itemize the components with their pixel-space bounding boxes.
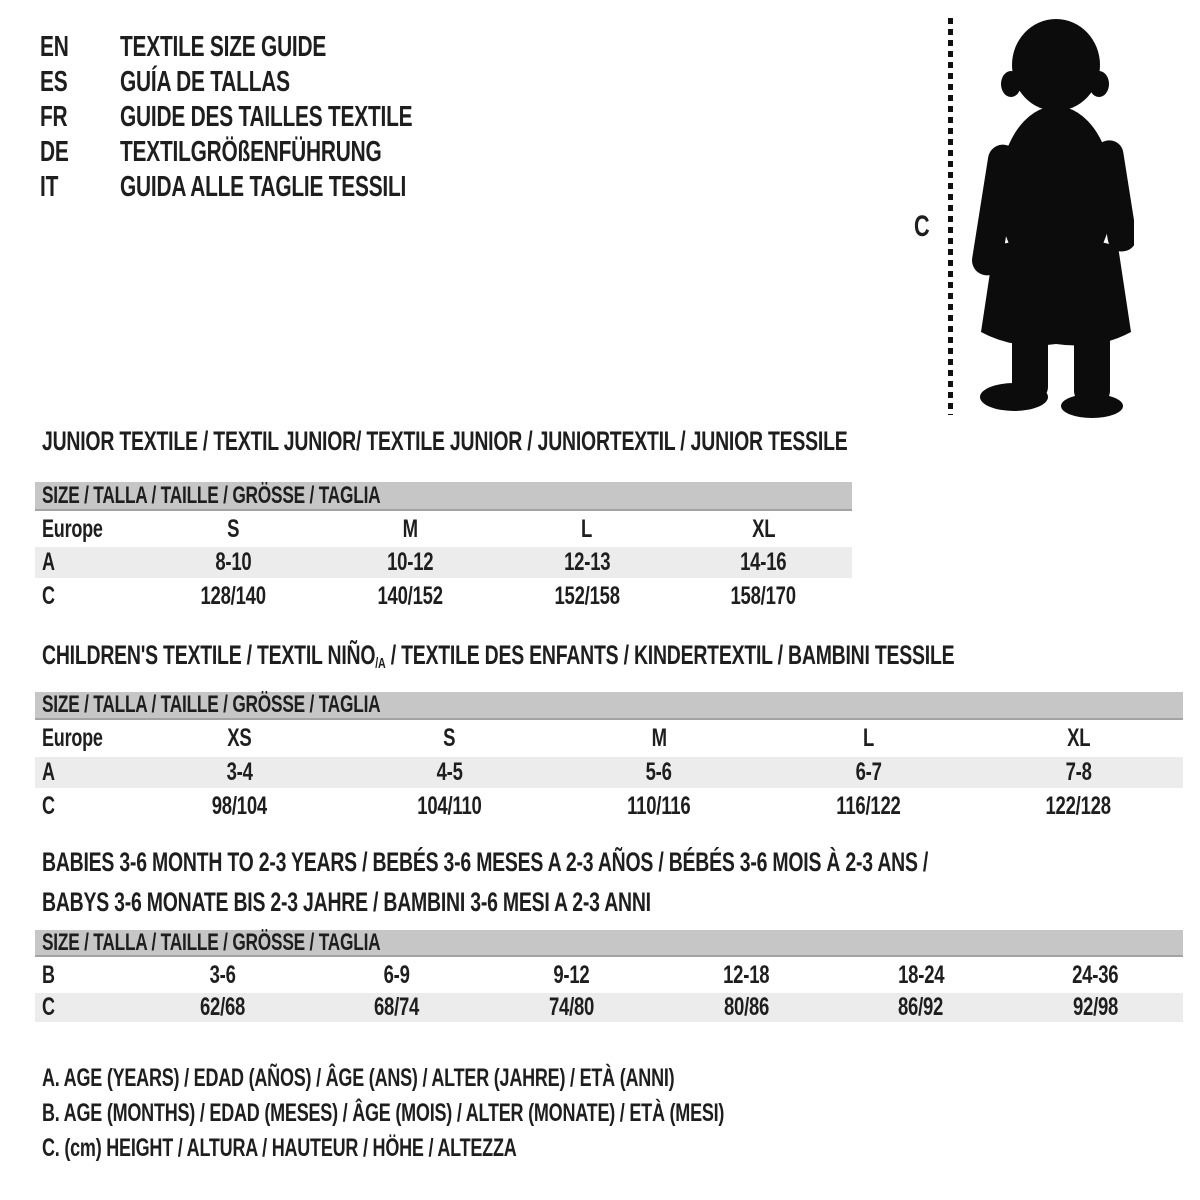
language-row-fr bbox=[40, 100, 526, 135]
children-section-title: CHILDREN'S TEXTILE / TEXTIL $NIÑO_{/A}$ / TEXTILE DES ENFANTS / KINDERTEXTIL / BAMBINI TESSILE bbox=[42, 640, 955, 673]
size-header-bar bbox=[35, 482, 852, 511]
age-cell: 9-12 bbox=[553, 960, 590, 989]
age-cell: 3-4 bbox=[226, 758, 253, 786]
row-label: Europe bbox=[42, 514, 103, 543]
language-row-en bbox=[40, 30, 526, 65]
junior-size-table bbox=[35, 482, 852, 615]
size-cell: S bbox=[227, 514, 240, 543]
height-measure-dashed-line bbox=[948, 18, 953, 415]
height-cell: 104/110 bbox=[417, 792, 482, 820]
size-cell: S bbox=[443, 724, 456, 752]
language-code: DE bbox=[40, 136, 69, 168]
age-cell: 3-6 bbox=[209, 960, 236, 989]
measure-label-c: C bbox=[914, 210, 930, 243]
age-cell: 12-18 bbox=[723, 960, 770, 989]
babies-section-title bbox=[42, 842, 1200, 922]
height-cell: 140/152 bbox=[377, 582, 443, 610]
size-header-label: SIZE / TALLA / TAILLE / GRÖSSE / TAGLIA bbox=[42, 481, 381, 509]
height-cell: 80/86 bbox=[723, 993, 769, 1021]
language-code: EN bbox=[40, 31, 69, 63]
language-code: ES bbox=[40, 66, 68, 98]
height-cell: 62/68 bbox=[199, 993, 245, 1021]
height-cell: 152/158 bbox=[554, 582, 620, 610]
row-label: C bbox=[42, 993, 55, 1021]
guide-title-fr: GUIDE DES TAILLES TEXTILE bbox=[120, 101, 413, 133]
row-label: A bbox=[42, 548, 55, 576]
table-row-europe bbox=[35, 511, 852, 547]
size-cell: XS bbox=[227, 724, 252, 752]
size-header-bar bbox=[35, 692, 1183, 720]
table-row-height-cm bbox=[35, 993, 1183, 1022]
size-header-label: SIZE / TALLA / TAILLE / GRÖSSE / TAGLIA bbox=[42, 691, 381, 718]
language-row-it bbox=[40, 170, 526, 205]
toddler-silhouette-icon bbox=[968, 16, 1134, 418]
height-cell: 122/128 bbox=[1045, 792, 1111, 820]
size-header-label: SIZE / TALLA / TAILLE / GRÖSSE / TAGLIA bbox=[42, 928, 381, 956]
table-row-europe bbox=[35, 720, 1183, 757]
legend-line-c: C. (cm) HEIGHT / ALTURA / HAUTEUR / HÖHE / ALTEZZA bbox=[42, 1134, 517, 1162]
size-cell: L bbox=[863, 724, 875, 752]
babies-title-line1: BABIES 3-6 MONTH TO 2-3 YEARS / BEBÉS 3-6 MESES A 2-3 AÑOS / BÉBÉS 3-6 MOIS À 2-3 ANS / bbox=[42, 847, 929, 877]
size-cell: XL bbox=[752, 514, 776, 543]
children-size-table bbox=[35, 692, 1183, 825]
legend bbox=[42, 1064, 990, 1169]
age-cell: 6-7 bbox=[855, 758, 882, 786]
table-row-age-years bbox=[35, 547, 852, 578]
size-cell: M bbox=[651, 724, 667, 752]
height-cell: 92/98 bbox=[1073, 993, 1119, 1021]
size-cell: M bbox=[402, 514, 418, 543]
language-code: IT bbox=[40, 171, 59, 203]
age-cell: 7-8 bbox=[1065, 758, 1092, 786]
guide-title-en: TEXTILE SIZE GUIDE bbox=[120, 31, 327, 63]
guide-title-de: TEXTILGRÖßENFÜHRUNG bbox=[120, 136, 382, 168]
language-code: FR bbox=[40, 101, 68, 133]
babies-title-line2: BABYS 3-6 MONATE BIS 2-3 JAHRE / BAMBINI 3-6 MESI A 2-3 ANNI bbox=[42, 887, 651, 917]
height-cell: 98/104 bbox=[212, 792, 268, 820]
age-cell: 18-24 bbox=[897, 960, 945, 989]
height-cell: 86/92 bbox=[898, 993, 944, 1021]
age-cell: 8-10 bbox=[215, 548, 252, 576]
row-label: C bbox=[42, 792, 55, 820]
guide-title-es: GUÍA DE TALLAS bbox=[120, 66, 290, 98]
babies-size-table bbox=[35, 930, 1183, 1022]
age-cell: 14-16 bbox=[740, 548, 787, 576]
legend-line-a: A. AGE (YEARS) / EDAD (AÑOS) / ÂGE (ANS) / ALTER (JAHRE) / ETÀ (ANNI) bbox=[42, 1064, 675, 1092]
age-cell: 5-6 bbox=[645, 758, 673, 786]
age-cell: 12-13 bbox=[563, 548, 610, 576]
height-cell: 68/74 bbox=[374, 993, 420, 1021]
table-row-height-cm bbox=[35, 788, 1183, 825]
guide-title-it: GUIDA ALLE TAGLIE TESSILI bbox=[120, 171, 407, 203]
height-cell: 158/170 bbox=[730, 582, 797, 610]
language-title-list bbox=[40, 30, 526, 205]
table-row-age-months bbox=[35, 957, 1183, 993]
size-header-bar bbox=[35, 930, 1183, 957]
title-subscript: /A bbox=[375, 656, 386, 673]
age-cell: 10-12 bbox=[387, 548, 434, 576]
table-row-age-years bbox=[35, 757, 1183, 788]
size-cell: L bbox=[581, 514, 593, 543]
row-label: C bbox=[42, 582, 55, 610]
language-row-es bbox=[40, 65, 526, 100]
row-label: B bbox=[42, 960, 55, 989]
row-label: Europe bbox=[42, 724, 103, 752]
table-row-height-cm bbox=[35, 578, 852, 615]
height-cell: 74/80 bbox=[549, 993, 595, 1021]
junior-section-title: JUNIOR TEXTILE / TEXTIL JUNIOR/ TEXTILE JUNIOR / JUNIORTEXTIL / JUNIOR TESSILE bbox=[42, 426, 848, 456]
row-label: A bbox=[42, 758, 55, 786]
height-cell: 128/140 bbox=[200, 582, 267, 610]
height-cell: 110/116 bbox=[627, 792, 691, 820]
legend-line-b: B. AGE (MONTHS) / EDAD (MESES) / ÂGE (MOIS) / ALTER (MONATE) / ETÀ (MESI) bbox=[42, 1099, 725, 1127]
age-cell: 6-9 bbox=[383, 960, 411, 989]
language-row-de bbox=[40, 135, 526, 170]
age-cell: 24-36 bbox=[1072, 960, 1119, 989]
size-cell: XL bbox=[1066, 724, 1090, 752]
age-cell: 4-5 bbox=[436, 758, 463, 786]
height-cell: 116/122 bbox=[836, 792, 901, 820]
